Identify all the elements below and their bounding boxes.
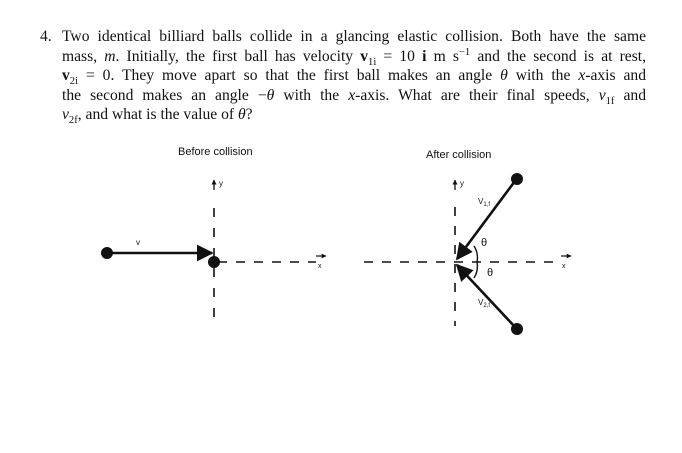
velocity-v2i-symbol: v bbox=[62, 67, 70, 85]
after-collision-diagram bbox=[364, 173, 571, 335]
speed-v1f-symbol: v bbox=[598, 86, 606, 104]
theta-label-bottom: θ bbox=[487, 267, 494, 279]
line4-text-c: -axis. What are their final speeds, bbox=[355, 86, 599, 104]
before-collision-title: Before collision bbox=[178, 146, 253, 158]
after-x-label: x bbox=[562, 263, 566, 270]
theta-label-top: θ bbox=[481, 237, 488, 249]
line2-text-e: and the second is at rest, bbox=[470, 47, 647, 65]
problem-number: 4. bbox=[40, 28, 52, 45]
unit-exponent: −1 bbox=[458, 46, 471, 58]
theta-arc-top bbox=[474, 246, 477, 262]
speed-v2f-symbol: v bbox=[62, 106, 69, 124]
speed-v1f-subscript: 1f bbox=[605, 95, 615, 107]
line4-text-b: with the bbox=[274, 86, 349, 104]
theta-arc-bottom bbox=[474, 262, 477, 278]
line2-text-d: m s bbox=[426, 47, 459, 65]
line2-text-a: mass, bbox=[62, 47, 105, 65]
theta-symbol: θ bbox=[237, 106, 246, 124]
line3-text-a: = 0. They move apart so that the first ball makes an angle bbox=[78, 67, 501, 85]
mass-symbol: m bbox=[104, 47, 116, 65]
after-y-label: y bbox=[460, 179, 464, 188]
line4-text-a: the second makes an angle − bbox=[62, 86, 267, 104]
line3-text-b: with the bbox=[507, 67, 579, 85]
x-symbol: x bbox=[348, 86, 356, 104]
v2f-label: $V_{2,f}$ bbox=[478, 298, 491, 309]
line2-text-b: . Initially, the first ball has velocity bbox=[115, 47, 361, 65]
velocity-v2i-subscript: 2i bbox=[69, 76, 79, 88]
before-x-label: x bbox=[318, 263, 322, 270]
speed-v2f-subscript: 2f bbox=[68, 115, 78, 127]
v1f-label: $V_{1,f}$ bbox=[478, 197, 491, 208]
incoming-velocity-label: v bbox=[136, 238, 140, 247]
v2f-vector bbox=[457, 265, 515, 327]
velocity-v1i-subscript: 1i bbox=[368, 56, 377, 68]
before-y-label: y bbox=[219, 179, 223, 188]
line2-text-c: = 10 bbox=[376, 47, 423, 65]
line4-text-d: and bbox=[614, 86, 646, 104]
ball-2-after bbox=[511, 323, 523, 335]
theta-symbol: θ bbox=[500, 67, 508, 85]
theta-symbol: θ bbox=[266, 86, 275, 104]
x-symbol: x bbox=[578, 67, 586, 85]
velocity-v1i-symbol: v bbox=[360, 47, 369, 65]
ball-1-before bbox=[101, 247, 113, 259]
before-collision-diagram bbox=[101, 179, 326, 326]
ball-1-after bbox=[511, 173, 523, 185]
unit-vector-i: i bbox=[422, 47, 427, 65]
ball-2-before bbox=[208, 256, 220, 268]
line5-text-a: , and what is the value of bbox=[77, 106, 238, 124]
line3-text-c: -axis and bbox=[585, 67, 646, 85]
line5-text-b: ? bbox=[245, 106, 253, 124]
line1-text: Two identical billiard balls collide in a glancing elastic collision. Both have the same bbox=[62, 28, 646, 45]
after-collision-title: After collision bbox=[426, 149, 492, 161]
